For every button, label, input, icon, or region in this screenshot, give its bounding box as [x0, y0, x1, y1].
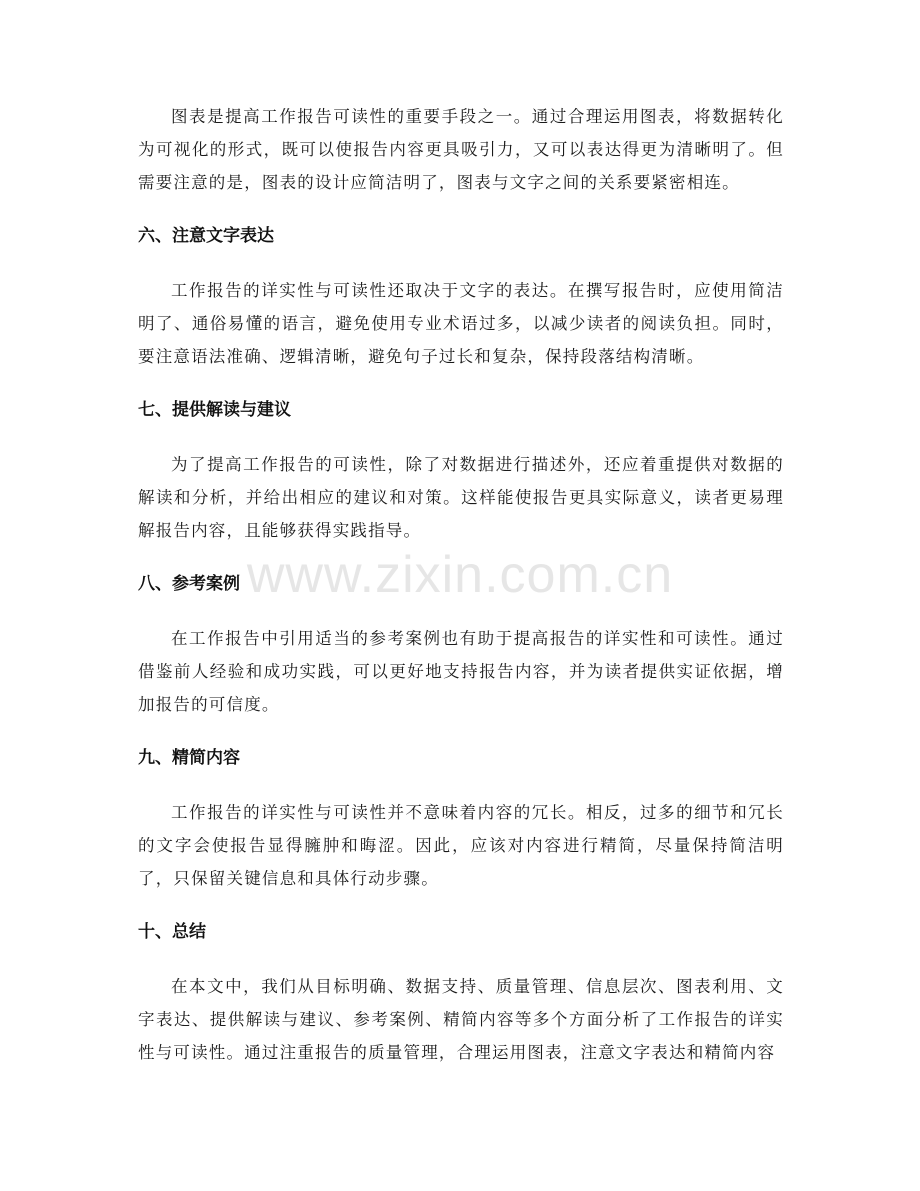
paragraph-section-9: 工作报告的详实性与可读性并不意味着内容的冗长。相反，过多的细节和冗长的文字会使报告显得臃肿和晦涩。因此，应该对内容进行精简，尽量保持简洁明了，只保留关键信息和具体行动步骤。 — [138, 803, 784, 888]
paragraph-section-8: 在工作报告中引用适当的参考案例也有助于提高报告的详实性和可读性。通过借鉴前人经验和成功实践，可以更好地支持报告内容，并为读者提供实证依据，增加报告的可信度。 — [138, 629, 784, 714]
heading-section-6: 六、注意文字表达 — [138, 226, 274, 246]
watermark-text: www.zixin.com.cn — [246, 546, 674, 604]
heading-section-9: 九、精简内容 — [138, 748, 240, 768]
document-body — [138, 100, 784, 1069]
paragraph-section-7: 为了提高工作报告的可读性，除了对数据进行描述外，还应着重提供对数据的解读和分析，并给出相应的建议和对策。这样能使报告更具实际意义，读者更易理解报告内容，且能够获得实践指导。 — [138, 455, 784, 540]
paragraph-section-10: 在本文中，我们从目标明确、数据支持、质量管理、信息层次、图表利用、文字表达、提供解读与建议、参考案例、精简内容等多个方面分析了工作报告的详实性与可读性。通过注重报告的质量管理，合理运用图表，注意文字表达和精简内容 — [138, 977, 784, 1062]
heading-section-8: 八、参考案例 — [138, 574, 240, 594]
paragraph-section-6: 工作报告的详实性与可读性还取决于文字的表达。在撰写报告时，应使用简洁明了、通俗易懂的语言，避免使用专业术语过多，以减少读者的阅读负担。同时，要注意语法准确、逻辑清晰，避免句子过长和复杂，保持段落结构清晰。 — [138, 281, 784, 366]
heading-section-10: 十、总结 — [138, 922, 206, 942]
heading-section-7: 七、提供解读与建议 — [138, 400, 291, 420]
paragraph-charts: 图表是提高工作报告可读性的重要手段之一。通过合理运用图表，将数据转化为可视化的形式，既可以使报告内容更具吸引力，又可以表达得更为清晰明了。但需要注意的是，图表的设计应简洁明了，图表与文字之间的关系要紧密相连。 — [138, 107, 784, 192]
